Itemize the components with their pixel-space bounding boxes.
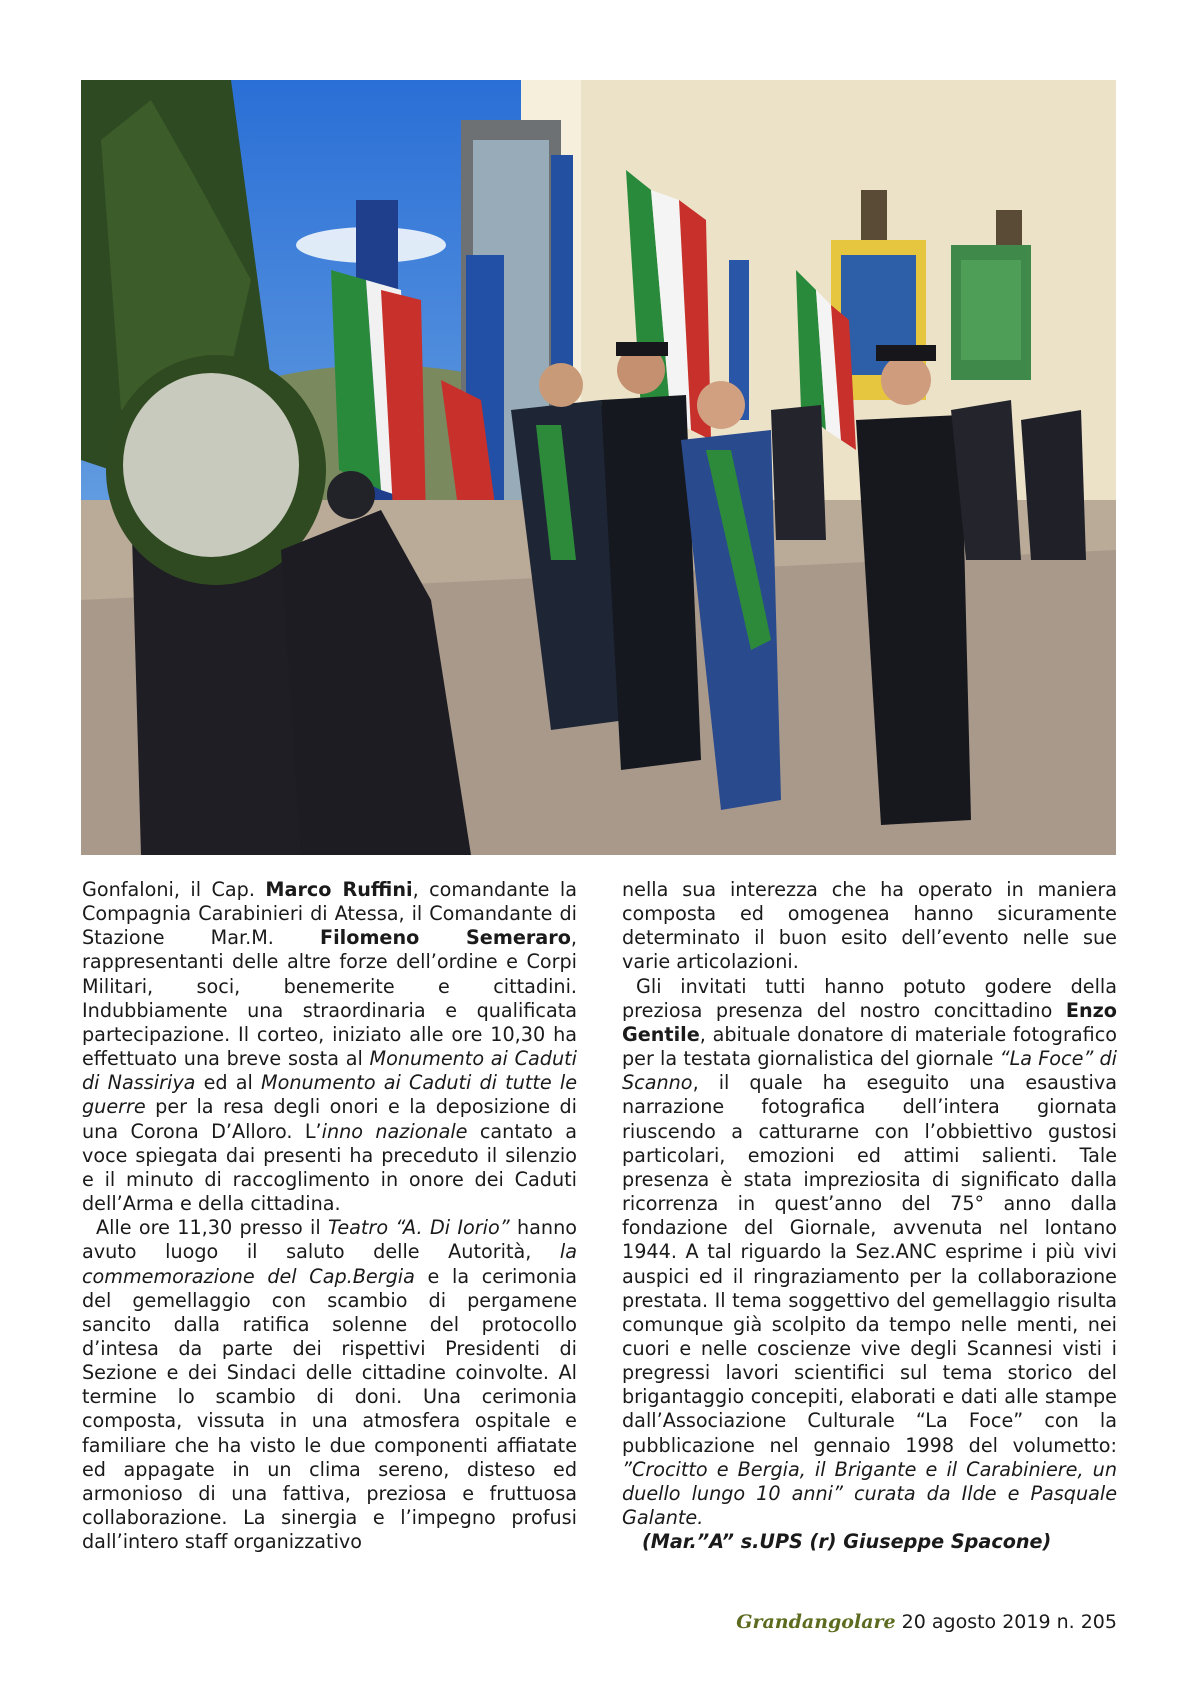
italic-run: Teatro “A. Di Iorio” [328,1216,510,1240]
ceremony-photo-illustration [81,80,1116,855]
text-run: Gli invitati tutti hanno potuto godere della preziosa presenza del nostro concittadino [622,974,1117,1022]
article-paragraph [82,878,577,1216]
article-column-right [622,878,1117,1554]
italic-run: “La Foce” di Scanno [622,1047,1118,1095]
text-run: e la cerimonia del gemellaggio con scambio di pergamene sancito dalla ratifica solenne del protocollo d’intesa da parte dei rispettivi Presidenti di Sezione e dei Sindaci delle cittadine coinvolte. Al termine lo scambio di doni. Una cerimonia composta, vissuta in una atmosfera ospitale e familiare che ha visto le due componenti affiatate ed appagate in un clima sereno, disteso ed armonioso di una fattiva, preziosa e fruttuosa collaborazione. La sinergia e l’impegno profusi dall’intero staff organizzativo [82,1264,577,1554]
person-name: Enzo Gentile [622,998,1117,1046]
person-name: Marco Ruffini [265,878,413,901]
text-run: , rappresentanti delle altre forze dell’ordine e Corpi Militari, soci, benemerite e cittadini. Indubbiamente una straordinaria e qualificata partecipazione. Il corteo, iniziato alle ore 10,30 ha effettuato una breve sosta al [82,926,577,1071]
italic-run: Monumento ai Caduti di tutte le guerre [82,1071,578,1119]
article-column-left [82,878,577,1554]
italic-run: ”Crocitto e Bergia, il Brigante e il Carabiniere, un duello lungo 10 anni” curata da Ilde e Pasquale Galante. [622,1457,1117,1530]
text-run: , il quale ha eseguito una esaustiva narrazione fotografica dell’intera giornata riuscendo a catturarne con l’obbiettivo gustosi particolari, emozioni ed attimi salienti. Tale presenza è stata impreziosita di significato dalla ricorrenza in quest’anno del 75° anno dalla fondazione del Giornale, avvenuta nel lontano 1944. A tal riguardo la Sez.ANC esprime i più vivi auspici ed il ringraziamento per la collaborazione prestata. Il tema soggettivo del gemellaggio risulta comunque già scolpito da tempo nelle menti, nei cuori e nelle coscienze vive degli Scannesi visti i pregressi lavori scientifici sul tema storico del brigantaggio concepiti, elaborati e dati alle stampe dall’Associazione Culturale “La Foce” con la pubblicazione nel gennaio 1998 del volumetto: [622,1071,1117,1457]
article-paragraph [82,1216,577,1554]
italic-run: inno nazionale [321,1119,468,1143]
article-paragraph: nella sua interezza che ha operato in maniera composta ed omogenea hanno sicuramente determinato il buon esito dell’evento nelle sue varie articolazioni. [622,878,1117,974]
text-run: , abituale donatore di materiale fotografico per la testata giornalistica del giornale [622,1022,1117,1071]
article-paragraph [622,975,1117,1531]
text-run: hanno avuto luogo il saluto delle Autorità, [82,1216,577,1264]
italic-run: la commemorazione del Cap.Bergia [82,1240,577,1288]
page-footer [620,1611,1117,1633]
publication-name: Grandangolare [736,1611,896,1633]
ceremony-photo [81,80,1116,855]
issue-info: 20 agosto 2019 n. 205 [895,1611,1117,1633]
text-run: per la resa degli onori e la deposizione di una Corona D’Alloro. L’ [82,1095,577,1143]
text-run: , comandante la Compagnia Carabinieri di Atessa, il Comandante di Stazione Mar.M. [82,878,577,950]
person-name: Filomeno Semeraro [320,926,571,950]
text-run: Alle ore 11,30 presso il [96,1216,328,1240]
author-signature: (Mar.”A” s.UPS (r) Giuseppe Spacone) [642,1530,1052,1554]
italic-run: Monumento ai Caduti di Nassiriya [82,1047,577,1095]
text-run: ed al [195,1071,262,1095]
text-run: Gonfaloni, il Cap. [82,878,266,901]
text-run: cantato a voce spiegata dai presenti ha preceduto il silenzio e il minuto di raccoglimento in onore dei Caduti dell’Arma e della cittadina. [82,1119,578,1216]
